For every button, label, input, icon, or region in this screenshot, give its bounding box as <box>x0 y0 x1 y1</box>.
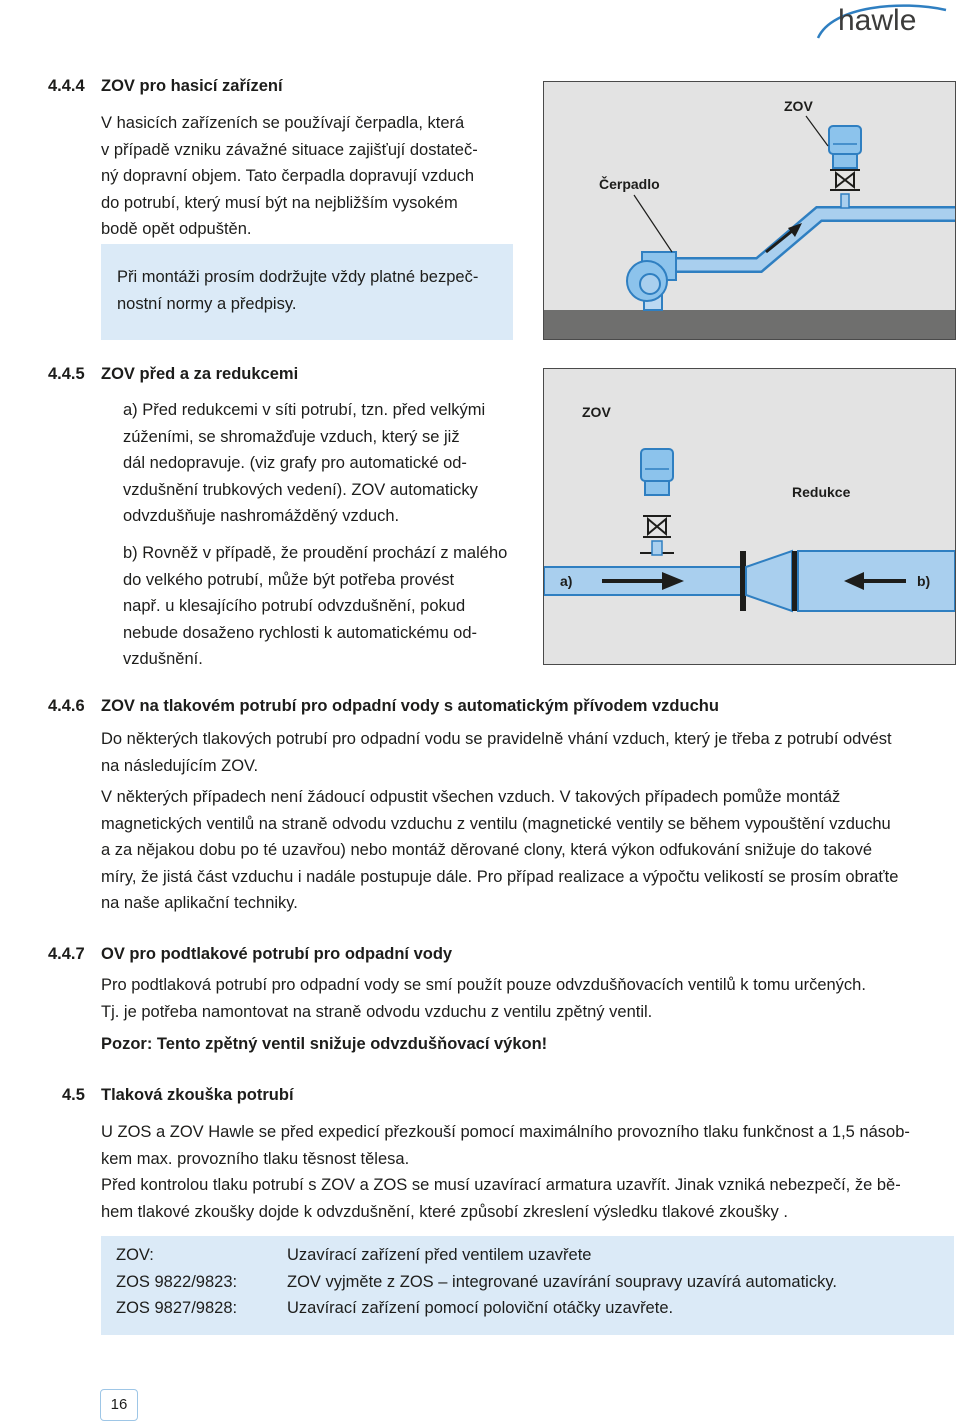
s445-b-line: do velkého potrubí, může být potřeba provést <box>123 570 455 589</box>
s446-p1-line: na následujícím ZOV. <box>101 756 259 775</box>
s45-p2-line: Před kontrolou tlaku potrubí s ZOV a ZOS se musí uzavírací armatura uzavřít. Jinak vzniká nebezpečí, že bě- <box>101 1176 901 1194</box>
s444-line: bodě opět odpuštěn. <box>101 220 252 238</box>
s444-line: ný dopravní objem. Tato čerpadla dopravují vzduch <box>101 167 475 185</box>
s446-paragraph-1 <box>101 726 954 779</box>
section-number-447: 4.4.7 <box>48 945 85 963</box>
s445-a-line: dál nedopravuje. (viz grafy pro automatické od- <box>123 454 467 472</box>
s446-p2-line: V některých případech není žádoucí odpustit všechen vzduch. V takových případech pomůže montáž <box>101 788 841 806</box>
s445-b-line: vzdušnění. <box>123 650 203 668</box>
label-a: a) <box>560 573 573 589</box>
notes-value: ZOV vyjměte z ZOS – integrované uzavírání soupravy uzavírá automaticky. <box>287 1272 837 1291</box>
s446-paragraph-2 <box>101 784 954 917</box>
s446-p2-line: míry, že jistá část vzduchu i nadále postupuje dále. Pro případ realizace a výpočtu velikostí se prosím obraťte <box>101 867 899 886</box>
s446-p1-line: Do některých tlakových potrubí pro odpadní vodu se pravidelně vhání vzduch, který je třeba z potrubí odvést <box>101 730 892 748</box>
s446-p2-line: magnetických ventilů na straně odvodu vzduchu z ventilu (magnetické ventily se během vypouštění vzduchu <box>101 814 891 833</box>
notes-key: ZOS 9822/9823: <box>116 1272 238 1291</box>
section-title-444: ZOV pro hasicí zařízení <box>101 77 283 95</box>
reduction-diagram-zov-label: ZOV <box>582 404 611 420</box>
section-number-445: 4.4.5 <box>48 365 85 383</box>
air-valve-icon <box>829 126 861 154</box>
s45-paragraph-2 <box>101 1172 954 1225</box>
pump-diagram-zov-label: ZOV <box>784 98 813 114</box>
s447-line: Tj. je potřeba namontovat na straně odvodu vzduchu z ventilu zpětný ventil. <box>101 1002 653 1021</box>
s45-p2-line: hem tlakové zkoušky dojde k odvzdušnění, které způsobí zkreslení výsledku tlakové zkoušky . <box>101 1202 788 1221</box>
s45-paragraph-1 <box>101 1119 954 1172</box>
section-number-444: 4.4.4 <box>48 77 85 95</box>
s447-warning: Pozor: Tento zpětný ventil snižuje odvzdušňovací výkon! <box>101 1035 548 1053</box>
reduction-label: Redukce <box>792 484 851 500</box>
s445-a-line: vzdušnění trubkových vedení). ZOV automaticky <box>123 480 478 499</box>
notes-key: ZOV: <box>116 1246 154 1264</box>
section-number-45: 4.5 <box>62 1086 85 1104</box>
s45-notes-box <box>101 1236 954 1335</box>
valve-gate-icon <box>648 519 666 534</box>
reducer-shape <box>746 551 792 611</box>
ground-shape <box>544 310 955 339</box>
section-number-446: 4.4.6 <box>48 697 85 715</box>
section-title-445: ZOV před a za redukcemi <box>101 365 299 383</box>
notes-row <box>116 1246 837 1273</box>
notes-value: Uzavírací zařízení před ventilem uzavřete <box>287 1246 592 1264</box>
page-number-text: 16 <box>110 1396 128 1413</box>
s444-line: do potrubí, který musí být na nejbližším vysokém <box>101 193 458 212</box>
s444-line: V hasicích zařízeních se používají čerpadla, která <box>101 114 465 132</box>
reduction-diagram <box>543 368 956 665</box>
s445-a-line: a) Před redukcemi v síti potrubí, tzn. před velkými <box>123 401 486 419</box>
notes-row <box>116 1273 837 1300</box>
s445-a-line: odvzdušňuje nashromážděný vzduch. <box>123 507 400 525</box>
pump-diagram-pump-label: Čerpadlo <box>599 176 660 192</box>
s446-p2-line: na naše aplikační techniky. <box>101 894 298 912</box>
s447-paragraph <box>101 972 954 1025</box>
s445-paragraph-b <box>123 540 513 673</box>
s446-p2-line: a za nějakou dobu po té uzavřou) nebo montáž děrované clony, která výkon odfukování snižuje do takové <box>101 841 873 859</box>
label-b: b) <box>917 573 931 589</box>
s447-line: Pro podtlaková potrubí pro odpadní vody se smí použít pouze odvzdušňovacích ventilů k tomu určených. <box>101 976 866 994</box>
section-title-446: ZOV na tlakovém potrubí pro odpadní vody s automatickým přívodem vzduchu <box>101 697 719 715</box>
s444-note-line: Při montáži prosím dodržujte vždy platné bezpeč- <box>117 268 479 286</box>
hawle-logo-text: hawle <box>838 4 917 37</box>
s444-note-line: nostní normy a předpisy. <box>117 294 297 313</box>
s445-paragraph-a <box>123 397 513 530</box>
pump-diagram <box>543 81 956 340</box>
s45-p1-line: kem max. provozního tlaku těsnost tělesa. <box>101 1149 410 1168</box>
valve-gate-icon <box>836 173 854 187</box>
s445-b-line: b) Rovněž v případě, že proudění prochází z malého <box>123 544 508 562</box>
page-number <box>100 1389 138 1421</box>
hawle-logo-swoosh <box>812 0 952 42</box>
s445-b-line: nebude dosaženo rychlosti k automatickému od- <box>123 623 478 642</box>
notes-key: ZOS 9827/9828: <box>116 1299 238 1317</box>
s45-p1-line: U ZOS a ZOV Hawle se před expedicí přezkouší pomocí maximálního provozního tlaku funkčnost a 1,5 násob- <box>101 1123 910 1141</box>
s445-b-line: např. u klesajícího potrubí odvzdušnění, pokud <box>123 597 466 615</box>
s444-paragraph <box>101 110 513 243</box>
section-title-45: Tlaková zkouška potrubí <box>101 1086 294 1104</box>
notes-value: Uzavírací zařízení pomocí poloviční otáčky uzavřete. <box>287 1299 674 1317</box>
s444-note-box <box>101 244 513 340</box>
hawle-logo <box>812 0 952 42</box>
notes-row <box>116 1299 837 1326</box>
section-title-447: OV pro podtlakové potrubí pro odpadní vody <box>101 945 453 963</box>
air-valve-icon <box>641 449 673 481</box>
s444-line: v případě vzniku závažné situace zajišťují dostateč- <box>101 140 478 159</box>
s445-a-line: zúženími, se shromažďuje vzduch, který se již <box>123 427 460 446</box>
